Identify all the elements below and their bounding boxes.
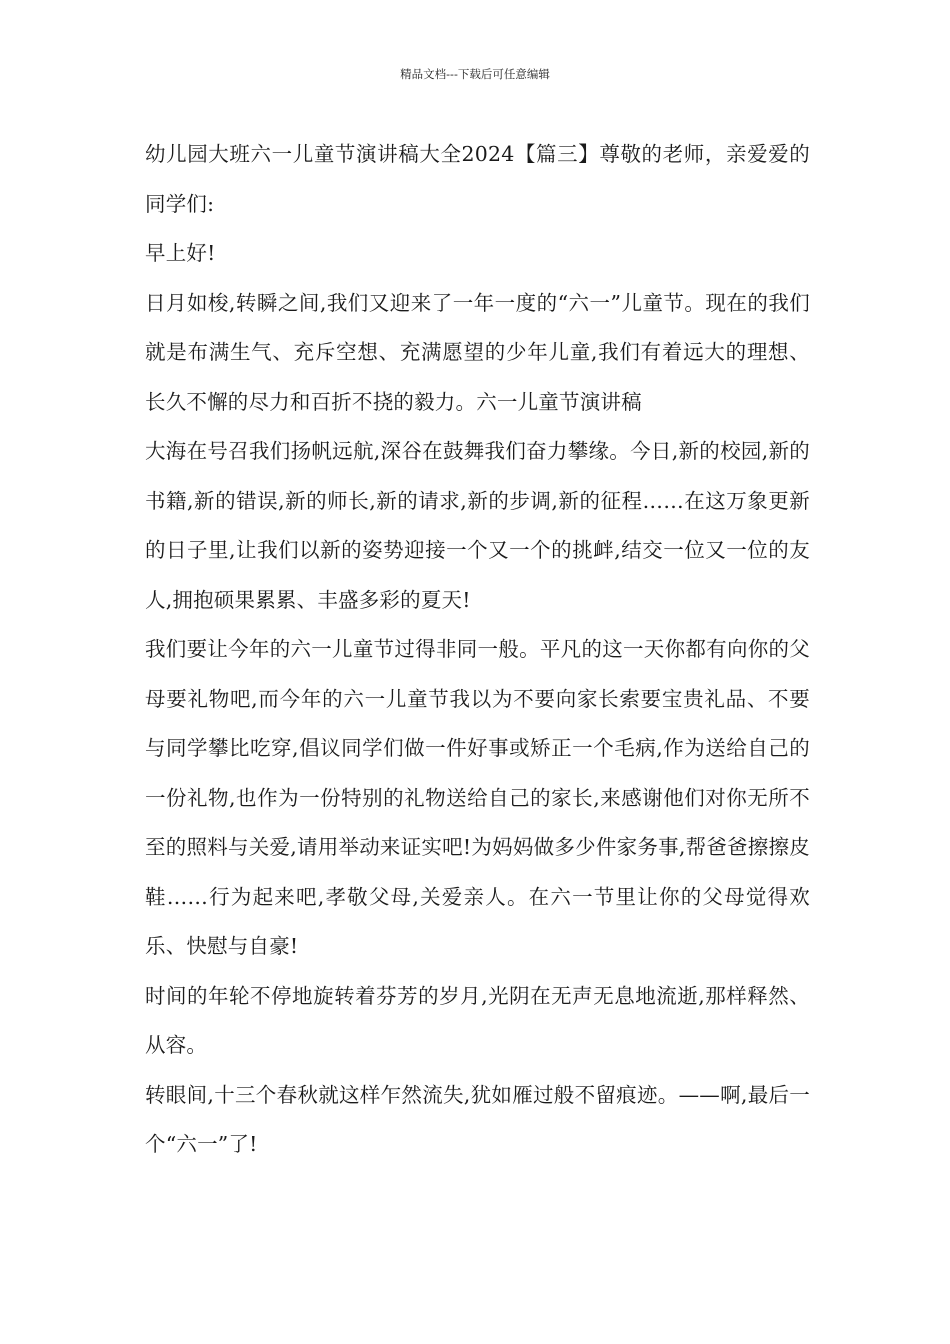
document-body [145, 130, 810, 1170]
paragraph-title: 幼儿园大班六一儿童节演讲稿大全2024【篇三】尊敬的老师，亲爱爱的同学们: [145, 142, 810, 216]
paragraph-greeting: 早上好! [145, 241, 216, 265]
paragraph-5: 转眼间,十三个春秋就这样乍然流失,犹如雁过般不留痕迹。——啊,最后一个“六一”了! [145, 1082, 810, 1156]
paragraph-2: 大海在号召我们扬帆远航,深谷在鼓舞我们奋力攀缘。今日,新的校园,新的书籍,新的错误,新的师长,新的请求,新的步调,新的征程……在这万象更新的日子里,让我们以新的姿势迎接一个又一个的挑衅,结交一位又一位的友人,拥抱硕果累累、丰盛多彩的夏天! [145, 439, 810, 612]
paragraph-4: 时间的年轮不停地旋转着芬芳的岁月,光阴在无声无息地流逝,那样释然、从容。 [145, 983, 810, 1057]
page-header: 精品文档---下载后可任意编辑 [400, 67, 550, 81]
paragraph-1: 日月如梭,转瞬之间,我们又迎来了一年一度的“六一”儿童节。现在的我们就是布满生气、充斥空想、充满愿望的少年儿童,我们有着远大的理想、长久不懈的尽力和百折不挠的毅力。六一儿童节演讲稿 [145, 290, 810, 414]
paragraph-3: 我们要让今年的六一儿童节过得非同一般。平凡的这一天你都有向你的父母要礼物吧,而今年的六一儿童节我以为不要向家长索要宝贵礼品、不要与同学攀比吃穿,倡议同学们做一件好事或矫正一个毛病,作为送给自己的一份礼物,也作为一份特别的礼物送给自己的家长,来感谢他们对你无所不至的照料与关爱,请用举动来证实吧!为妈妈做多少件家务事,帮爸爸擦擦皮鞋……行为起来吧,孝敬父母,关爱亲人。在六一节里让你的父母觉得欢乐、快慰与自豪! [145, 637, 810, 958]
